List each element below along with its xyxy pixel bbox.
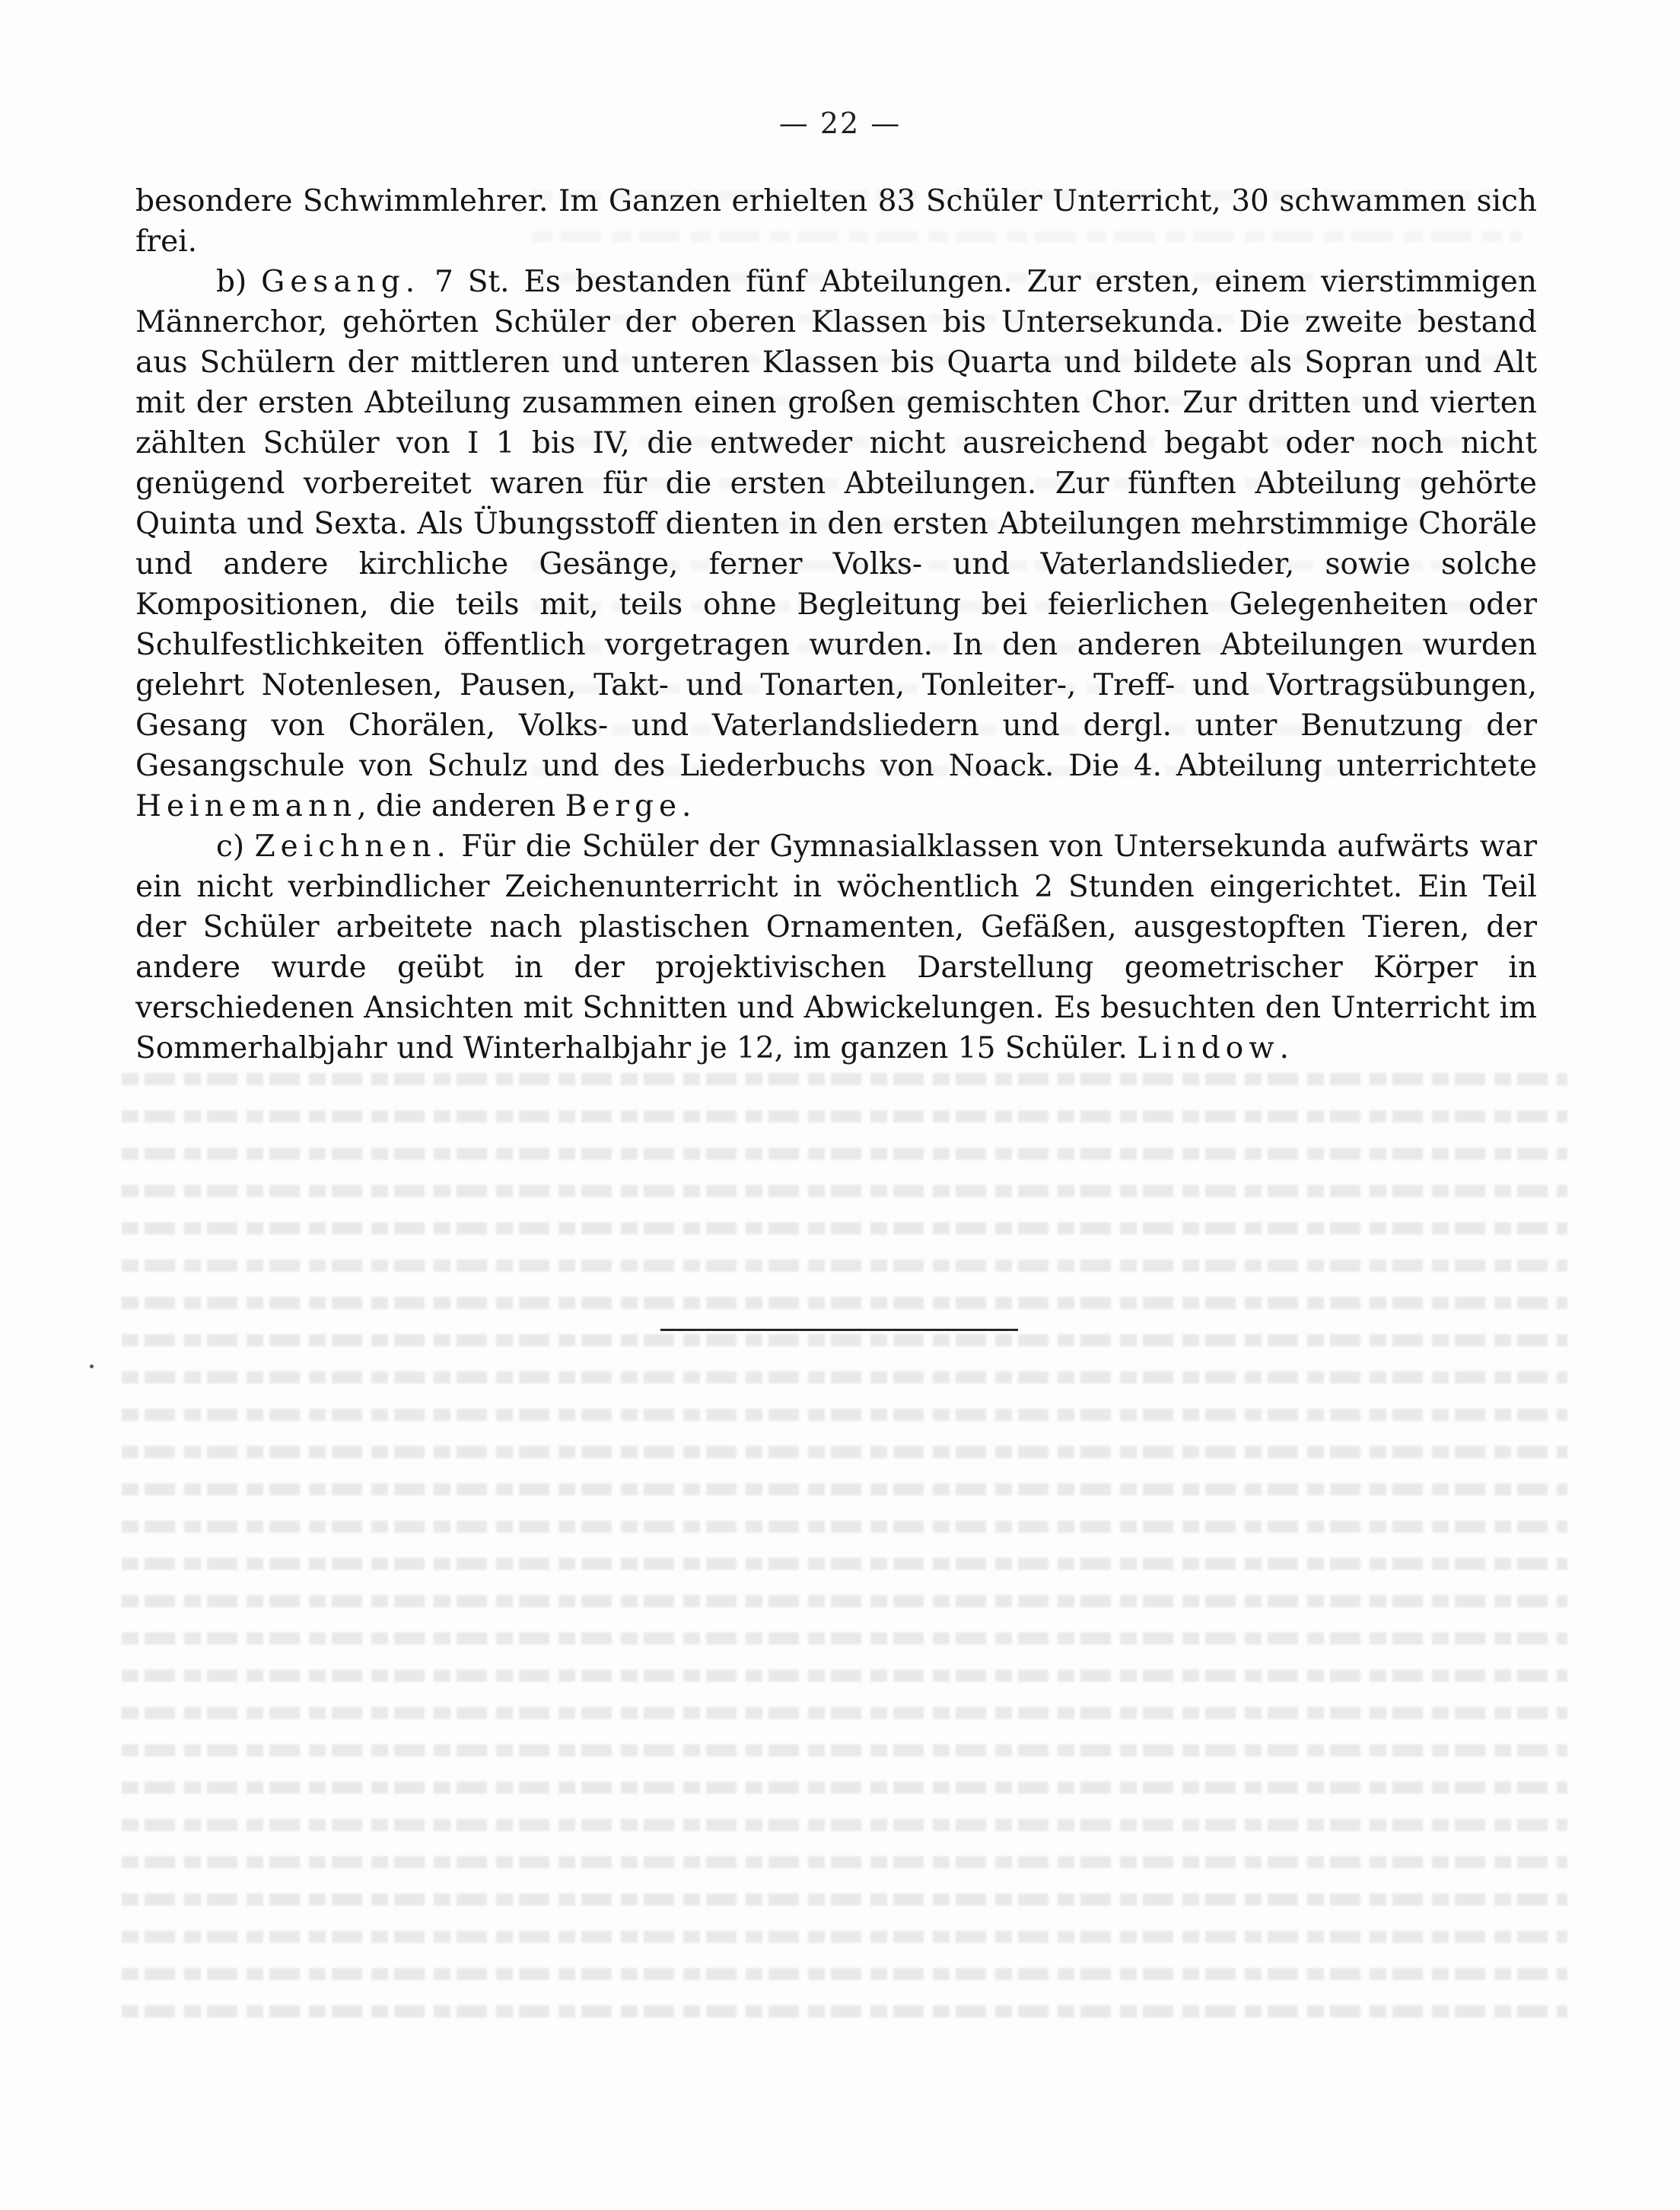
teacher-name: Berge <box>565 789 682 823</box>
section-heading-zeichnen: Zeichnen. <box>254 830 451 864</box>
teacher-name: Heinemann <box>135 789 358 823</box>
gesang-text: 7 St. Es bestanden fünf Abteilungen. Zur ersten, einem vierstimmigen Männerchor, gehörten Schüler der oberen Klassen bis Untersekunda. Die zweite bestand aus Schülern der mittleren und unteren Klassen bis Quarta und bildete als Sopran und Alt mit der ersten Abteilung zusammen einen großen gemischten Chor. Zur dritten und vierten zählten Schüler von I 1 bis IV, die entweder nicht ausreichend begabt oder noch nicht genügend vorbereitet waren für die ersten Abteilungen. Zur fünften Abteilung gehörte Quinta und Sexta. Als Übungsstoff dienten in den ersten Abteilungen mehrstimmige Choräle und andere kirchliche Gesänge, ferner Volks- und Vaterlandslieder, sowie solche Kompositionen, die teils mit, teils ohne Begleitung bei feierlichen Gelegenheiten oder Schulfestlichkeiten öffentlich vorgetragen wurden. In den anderen Abteilungen wurden gelehrt Notenlesen, Pausen, Takt- und Tonarten, Tonleiter-, Treff- und Vortragsübungen, Gesang von Chorälen, Volks- und Vaterlandsliedern und dergl. unter Benutzung der Gesangschule von Schulz und des Liederbuchs von Noack. Die 4. Abteilung unterrichtete <box>135 265 1537 783</box>
section-divider <box>660 1329 1018 1331</box>
page-number: — 22 — <box>778 107 902 140</box>
gesang-text-end: . <box>682 789 692 823</box>
bleed-through-bottom <box>122 1073 1567 2062</box>
section-label: b) <box>216 265 262 299</box>
zeichnen-text: Für die Schüler der Gymnasialklassen von Untersekunda aufwärts war ein nicht verbindlicher Zeichenunterricht in wöchentlich 2 Stunden eingerichtet. Ein Teil der Schüler arbeitete nach plastischen Ornamenten, Gefäßen, ausgestopften Tieren, der andere wurde geübt in der projektivischen Darstellung geometrischer Körper in verschiedenen Ansichten mit Schnitten und Abwickelungen. Es besuchten den Unterricht im Sommerhalbjahr und Winterhalbjahr je 12, im ganzen 15 Schüler. <box>135 830 1537 1065</box>
margin-mark <box>90 1365 94 1368</box>
zeichnen-text-end: . <box>1279 1031 1290 1065</box>
section-heading-gesang: Gesang. <box>261 265 421 299</box>
paragraph-swimming-end: besondere Schwimmlehrer. Im Ganzen erhielten 83 Schüler Unterricht, 30 schwammen sich frei. <box>135 184 1537 259</box>
body-text <box>135 181 1537 1068</box>
section-label: c) <box>216 830 255 864</box>
gesang-text-middle: , die anderen <box>357 789 565 823</box>
paragraph-gesang <box>135 262 1537 826</box>
teacher-name: Lindow <box>1137 1031 1280 1065</box>
paragraph-zeichnen <box>135 826 1537 1068</box>
